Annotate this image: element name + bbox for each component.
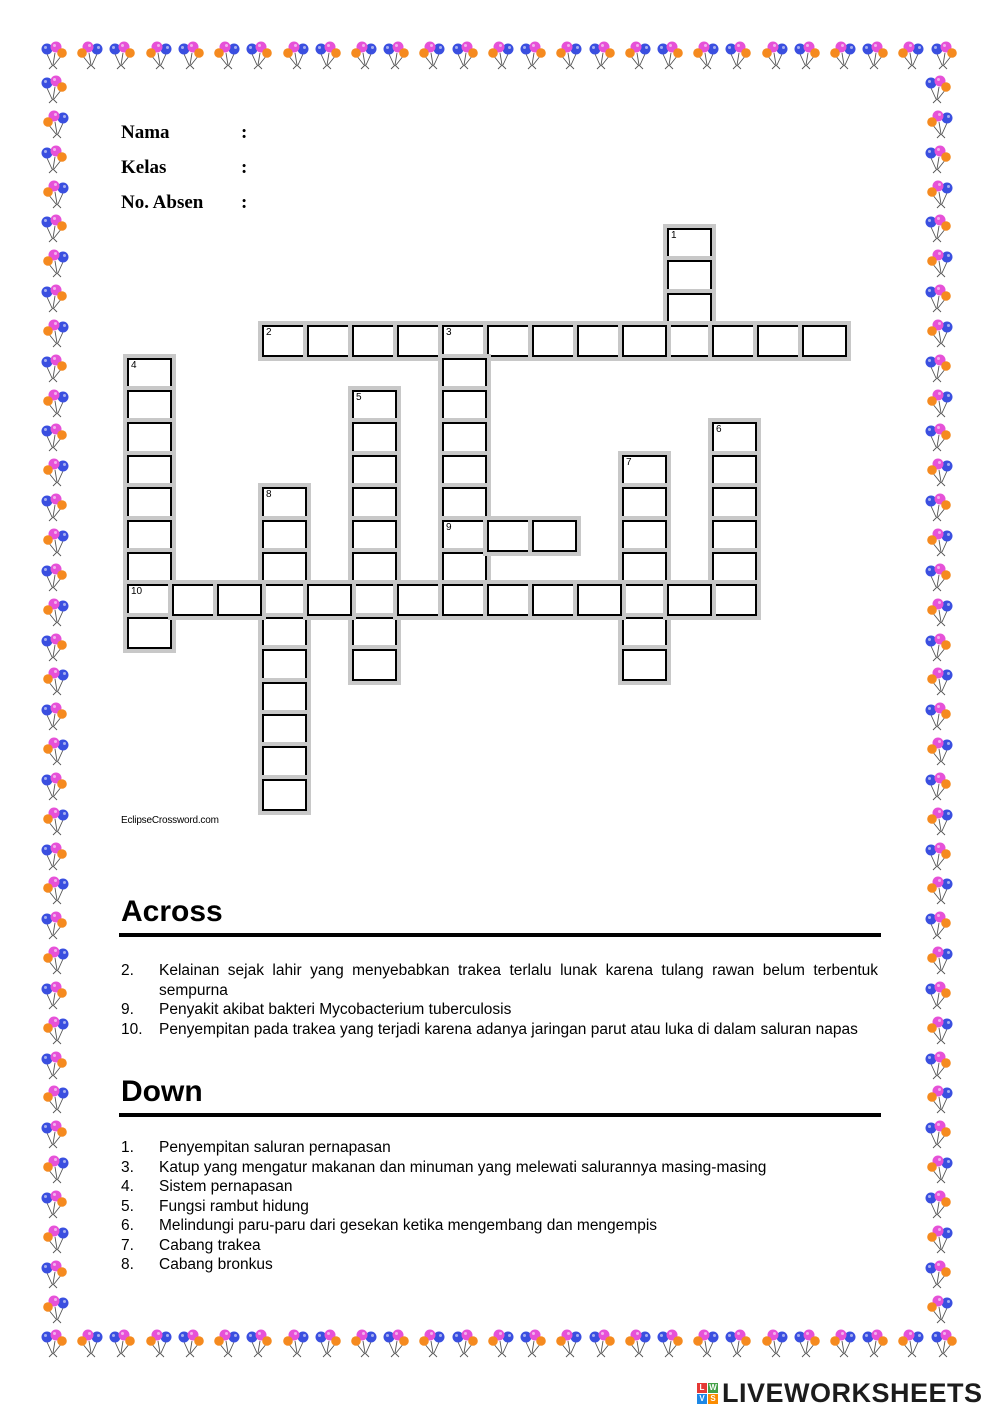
balloon-icon [38, 873, 72, 907]
crossword-cell[interactable] [127, 520, 172, 552]
crossword-cell[interactable] [442, 487, 487, 519]
balloon-icon [38, 943, 72, 977]
clue-text: Penyempitan pada trakea yang terjadi karena adanya jaringan parut atau luka di dalam saluran napas [159, 1020, 858, 1038]
balloon-icon [859, 1326, 893, 1360]
crossword-cell[interactable] [127, 358, 172, 390]
clue-number-label: 9 [446, 521, 452, 533]
balloon-icon [414, 1326, 448, 1360]
down-clues [121, 1138, 878, 1275]
balloon-icon [175, 1326, 209, 1360]
crossword-cell[interactable] [442, 552, 487, 584]
crossword-cell[interactable] [442, 390, 487, 422]
crossword-cell[interactable] [667, 293, 712, 325]
crossword-cell[interactable] [262, 682, 307, 714]
clue-number: 1. [121, 1139, 134, 1156]
crossword-cell[interactable] [262, 617, 307, 649]
balloon-icon [922, 873, 956, 907]
crossword-cell[interactable] [577, 325, 622, 357]
crossword-cell[interactable] [352, 552, 397, 584]
badge-letter: W [709, 1383, 717, 1392]
balloon-icon [922, 839, 956, 873]
crossword-cell[interactable] [667, 584, 712, 616]
crossword-cell[interactable] [397, 584, 442, 616]
clue-text: Cabang bronkus [159, 1256, 273, 1273]
crossword-cell[interactable] [442, 455, 487, 487]
balloon-icon [922, 1082, 956, 1116]
clue-number-label: 2 [266, 327, 272, 339]
crossword-cell[interactable] [262, 584, 307, 616]
balloon-icon [449, 1326, 483, 1360]
clue-number: 2. [121, 962, 134, 979]
clue-text: Katup yang mengatur makanan dan minuman yang melewati salurannya masing-masing [159, 1158, 767, 1176]
badge-letter: S [708, 1394, 718, 1404]
crossword-cell[interactable] [217, 584, 262, 616]
crossword-cell[interactable] [127, 552, 172, 584]
balloon-icon [346, 1326, 380, 1360]
crossword-cell[interactable] [622, 552, 667, 584]
crossword-cell[interactable] [622, 584, 667, 616]
crossword-cell[interactable] [262, 487, 307, 519]
clue-text: Penyakit akibat bakteri Mycobacterium tuberculosis [159, 1001, 512, 1018]
crossword-cell[interactable] [577, 584, 622, 616]
balloon-icon [757, 1326, 791, 1360]
crossword-cell[interactable] [757, 325, 802, 357]
balloon-icon [38, 839, 72, 873]
balloon-icon [483, 1326, 517, 1360]
clue-text: Fungsi rambut hidung [159, 1197, 309, 1215]
crossword-cell[interactable] [532, 520, 577, 552]
balloon-icon [922, 1292, 956, 1326]
crossword-cell[interactable] [712, 487, 757, 519]
crossword-cell[interactable] [262, 325, 307, 357]
crossword-cell[interactable] [532, 325, 577, 357]
clue-number-label: 5 [356, 392, 362, 403]
balloon-icon [38, 1082, 72, 1116]
crossword-cell[interactable] [712, 455, 757, 487]
clue-number-label: 10 [131, 586, 143, 598]
crossword-cell[interactable] [127, 422, 172, 454]
balloon-icon [620, 1326, 654, 1360]
balloon-icon [551, 1326, 585, 1360]
balloon-icon [209, 1326, 243, 1360]
crossword-cell[interactable] [172, 584, 217, 616]
balloon-icon [825, 1326, 859, 1360]
crossword-cell[interactable] [667, 325, 712, 357]
crossword-cell[interactable] [307, 584, 352, 616]
balloon-icon [38, 1222, 72, 1256]
across-clues [121, 961, 878, 1039]
badge-letter: V [697, 1394, 707, 1404]
crossword-cell[interactable] [127, 487, 172, 519]
crossword-cell[interactable] [262, 779, 307, 811]
class-label: Kelas [121, 157, 167, 178]
balloon-icon [922, 1117, 956, 1151]
balloon-icon [38, 1187, 72, 1221]
crossword-cell[interactable] [442, 358, 487, 390]
balloon-icon [38, 1013, 72, 1047]
crossword-cell[interactable] [622, 455, 667, 487]
balloon-icon [922, 978, 956, 1012]
clue-number-label: 6 [716, 424, 722, 436]
balloon-border-bottom [38, 1326, 962, 1360]
balloon-icon [312, 1326, 346, 1360]
crossword-cell[interactable] [712, 552, 757, 584]
balloon-icon [893, 1326, 927, 1360]
balloon-icon [688, 1326, 722, 1360]
clue-number-label: 1 [671, 230, 677, 241]
balloon-icon [722, 1326, 756, 1360]
crossword-cell[interactable] [487, 520, 532, 552]
liveworksheets-logo[interactable] [697, 1378, 983, 1409]
clue-text: Sistem pernapasan [159, 1178, 293, 1195]
crossword-cell[interactable] [487, 325, 532, 357]
balloon-icon [586, 1326, 620, 1360]
balloon-icon [38, 978, 72, 1012]
crossword-cell[interactable] [622, 520, 667, 552]
balloon-icon [106, 1326, 140, 1360]
name-colon: : [241, 122, 248, 143]
absen-label: No. Absen [121, 192, 204, 213]
crossword-cell[interactable] [667, 260, 712, 292]
clue-text: Kelainan sejak lahir yang menyebabkan trakea terlalu lunak karena tulang rawan belum terbentuk sempurna [159, 962, 878, 999]
across-title: Across [121, 895, 223, 928]
crossword-cell[interactable] [442, 325, 487, 357]
badge-letter: L [697, 1383, 707, 1393]
balloon-icon [791, 1326, 825, 1360]
crossword-cell[interactable] [712, 325, 757, 357]
balloon-icon [922, 1013, 956, 1047]
clue-number-label: 4 [131, 359, 137, 371]
crossword-cell[interactable] [712, 520, 757, 552]
liveworksheets-badge-icon [697, 1383, 718, 1404]
balloon-icon [38, 1048, 72, 1082]
crossword-cell[interactable] [532, 584, 577, 616]
across-clue-10 [121, 1020, 878, 1040]
clue-number: 3. [121, 1158, 134, 1176]
crossword-cell[interactable] [352, 584, 397, 616]
balloon-icon [922, 1257, 956, 1291]
crossword-cell[interactable] [307, 325, 352, 357]
down-clue-8 [121, 1255, 878, 1275]
down-clue-7 [121, 1236, 878, 1256]
across-clue-2 [121, 961, 878, 1000]
clue-number: 9. [121, 1001, 134, 1018]
down-title: Down [121, 1075, 203, 1108]
absen-colon: : [241, 192, 248, 213]
balloon-icon [928, 1326, 962, 1360]
clue-number: 8. [121, 1256, 134, 1273]
crossword-cell[interactable] [487, 584, 532, 616]
crossword-cell[interactable] [127, 390, 172, 422]
down-clue-3 [121, 1158, 878, 1178]
balloon-icon [922, 1048, 956, 1082]
crossword-cell[interactable] [352, 649, 397, 681]
crossword-cell[interactable] [667, 228, 712, 260]
down-clue-1 [121, 1138, 878, 1158]
balloon-icon [38, 908, 72, 942]
balloon-icon [38, 1152, 72, 1186]
balloon-icon [38, 1257, 72, 1291]
balloon-icon [38, 1292, 72, 1326]
crossword-credit: EclipseCrossword.com [121, 815, 219, 826]
balloon-icon [72, 1326, 106, 1360]
crossword-cell[interactable] [352, 487, 397, 519]
balloon-icon [38, 1326, 72, 1360]
name-label: Nama [121, 122, 170, 143]
balloon-icon [654, 1326, 688, 1360]
clue-text: Cabang trakea [159, 1236, 261, 1254]
clue-number: 6. [121, 1217, 134, 1234]
crossword-cell[interactable] [352, 325, 397, 357]
crossword-cell[interactable] [352, 520, 397, 552]
crossword-cell[interactable] [712, 584, 757, 616]
down-divider [119, 1113, 881, 1117]
clue-text: Melindungi paru-paru dari gesekan ketika mengembang dan mengempis [159, 1217, 658, 1234]
crossword-cell[interactable] [442, 520, 487, 552]
crossword-cell[interactable] [262, 714, 307, 746]
balloon-icon [922, 1222, 956, 1256]
clue-number: 7. [121, 1236, 134, 1254]
crossword-cell[interactable] [622, 617, 667, 649]
crossword-cell[interactable] [802, 325, 847, 357]
balloon-icon [922, 943, 956, 977]
clue-number-label: 3 [446, 327, 452, 339]
crossword-cell[interactable] [262, 649, 307, 681]
balloon-icon [922, 1187, 956, 1221]
clue-number: 5. [121, 1197, 134, 1215]
balloon-icon [141, 1326, 175, 1360]
crossword-cell[interactable] [442, 422, 487, 454]
crossword-cell[interactable] [352, 390, 397, 422]
crossword-cell[interactable] [352, 455, 397, 487]
crossword-cell[interactable] [622, 649, 667, 681]
balloon-icon [243, 1326, 277, 1360]
crossword-cell[interactable] [622, 487, 667, 519]
crossword-cell[interactable] [127, 584, 172, 616]
balloon-icon [517, 1326, 551, 1360]
crossword-cell[interactable] [127, 617, 172, 649]
down-clue-4 [121, 1177, 878, 1197]
balloon-icon [922, 1152, 956, 1186]
balloon-icon [380, 1326, 414, 1360]
balloon-icon [278, 1326, 312, 1360]
clue-number: 4. [121, 1178, 134, 1195]
down-clue-5 [121, 1197, 878, 1217]
across-clue-9 [121, 1000, 878, 1020]
clue-number: 10. [121, 1020, 143, 1038]
liveworksheets-wordmark: LIVEWORKSHEETS [722, 1378, 983, 1408]
crossword-cell[interactable] [397, 325, 442, 357]
crossword-cell[interactable] [712, 422, 757, 454]
crossword-cell[interactable] [622, 325, 667, 357]
crossword-cell[interactable] [262, 746, 307, 778]
crossword-cell[interactable] [262, 552, 307, 584]
crossword-cell[interactable] [262, 520, 307, 552]
clue-number-label: 8 [266, 489, 272, 501]
crossword-cell[interactable] [127, 455, 172, 487]
crossword-cell[interactable] [442, 584, 487, 616]
clue-number-label: 7 [626, 456, 632, 468]
across-divider [119, 933, 881, 937]
crossword-cell[interactable] [352, 422, 397, 454]
class-colon: : [241, 157, 248, 178]
clue-text: Penyempitan saluran pernapasan [159, 1139, 391, 1156]
balloon-icon [38, 1117, 72, 1151]
down-clue-6 [121, 1216, 878, 1236]
balloon-icon [922, 908, 956, 942]
crossword-cell[interactable] [352, 617, 397, 649]
